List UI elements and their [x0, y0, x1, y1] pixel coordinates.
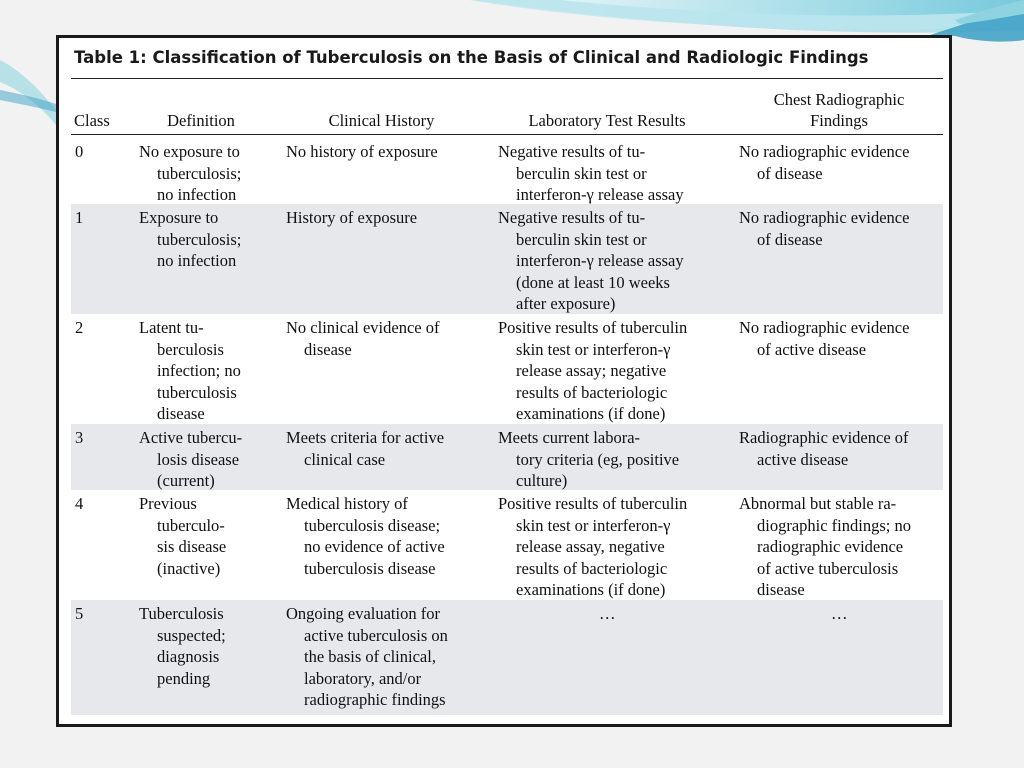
title-rule [71, 78, 943, 79]
table-title: Table 1: Classification of Tuberculosis on the Basis of Clinical and Radiologic Findings [74, 48, 869, 67]
row-4-class: 4 [75, 494, 84, 513]
row-5-class: 5 [75, 604, 84, 623]
row-1-class: 1 [75, 208, 84, 227]
row-2-class: 2 [75, 318, 84, 337]
row-2-lab-results: Positive results of tuberculin skin test or interferon-γ release assay; negative results of bacteriologic examinations (if done) [498, 318, 688, 424]
row-4-chest-radiographic: Abnormal but stable ra- diographic findings; no radiographic evidence of active tuberculosis disease [739, 494, 911, 600]
header-class: Class [74, 111, 110, 130]
row-4-definition: Previous tuberculo- sis disease (inactive) [139, 494, 227, 578]
row-2-definition: Latent tu- berculosis infection; no tuberculosis disease [139, 318, 241, 424]
header-clinical-history: Clinical History [328, 111, 435, 130]
row-4-lab-results: Positive results of tuberculin skin test or interferon-γ release assay, negative results of bacteriologic examinations (if done) [498, 494, 688, 600]
row-5-clinical-history: Ongoing evaluation for active tuberculosis on the basis of clinical, laboratory, and/or radiographic findings [286, 604, 448, 710]
row-5-definition: Tuberculosis suspected; diagnosis pending [139, 604, 226, 688]
row-5-chest-radiographic: … [831, 604, 848, 623]
row-4-clinical-history: Medical history of tuberculosis disease; no evidence of active tuberculosis disease [286, 494, 445, 578]
row-3-class: 3 [75, 428, 84, 447]
row-0-class: 0 [75, 142, 84, 161]
header-chest-radiographic-findings [739, 89, 939, 131]
header-rule [71, 134, 943, 135]
row-3-clinical-history: Meets criteria for active clinical case [286, 428, 445, 469]
row-1-chest-radiographic: No radiographic evidence of disease [739, 208, 910, 249]
row-0-lab-results: Negative results of tu- berculin skin test or interferon-γ release assay [498, 142, 684, 205]
row-0-chest-radiographic: No radiographic evidence of disease [739, 142, 910, 183]
row-3-chest-radiographic: Radiographic evidence of active disease [739, 428, 909, 469]
row-3-lab-results: Meets current labora- tory criteria (eg, positive culture) [498, 428, 680, 491]
row-0-definition: No exposure to tuberculosis; no infection [139, 142, 242, 205]
header-laboratory-test-results: Laboratory Test Results [528, 111, 686, 130]
row-1-clinical-history: History of exposure [286, 208, 418, 227]
header-definition: Definition [167, 111, 235, 130]
row-1-lab-results: Negative results of tu- berculin skin test or interferon-γ release assay (done at least 10 weeks after exposure) [498, 208, 684, 314]
row-1-definition: Exposure to tuberculosis; no infection [139, 208, 242, 271]
row-2-chest-radiographic: No radiographic evidence of active disease [739, 318, 910, 359]
classification-table [56, 35, 952, 727]
header-chest-line1: Chest Radiographic [773, 90, 905, 109]
row-5-lab-results: … [599, 604, 616, 623]
row-2-clinical-history: No clinical evidence of disease [286, 318, 440, 359]
header-chest-line2: Findings [810, 111, 868, 130]
row-0-clinical-history: No history of exposure [286, 142, 438, 161]
row-3-definition: Active tubercu- losis disease (current) [139, 428, 243, 491]
